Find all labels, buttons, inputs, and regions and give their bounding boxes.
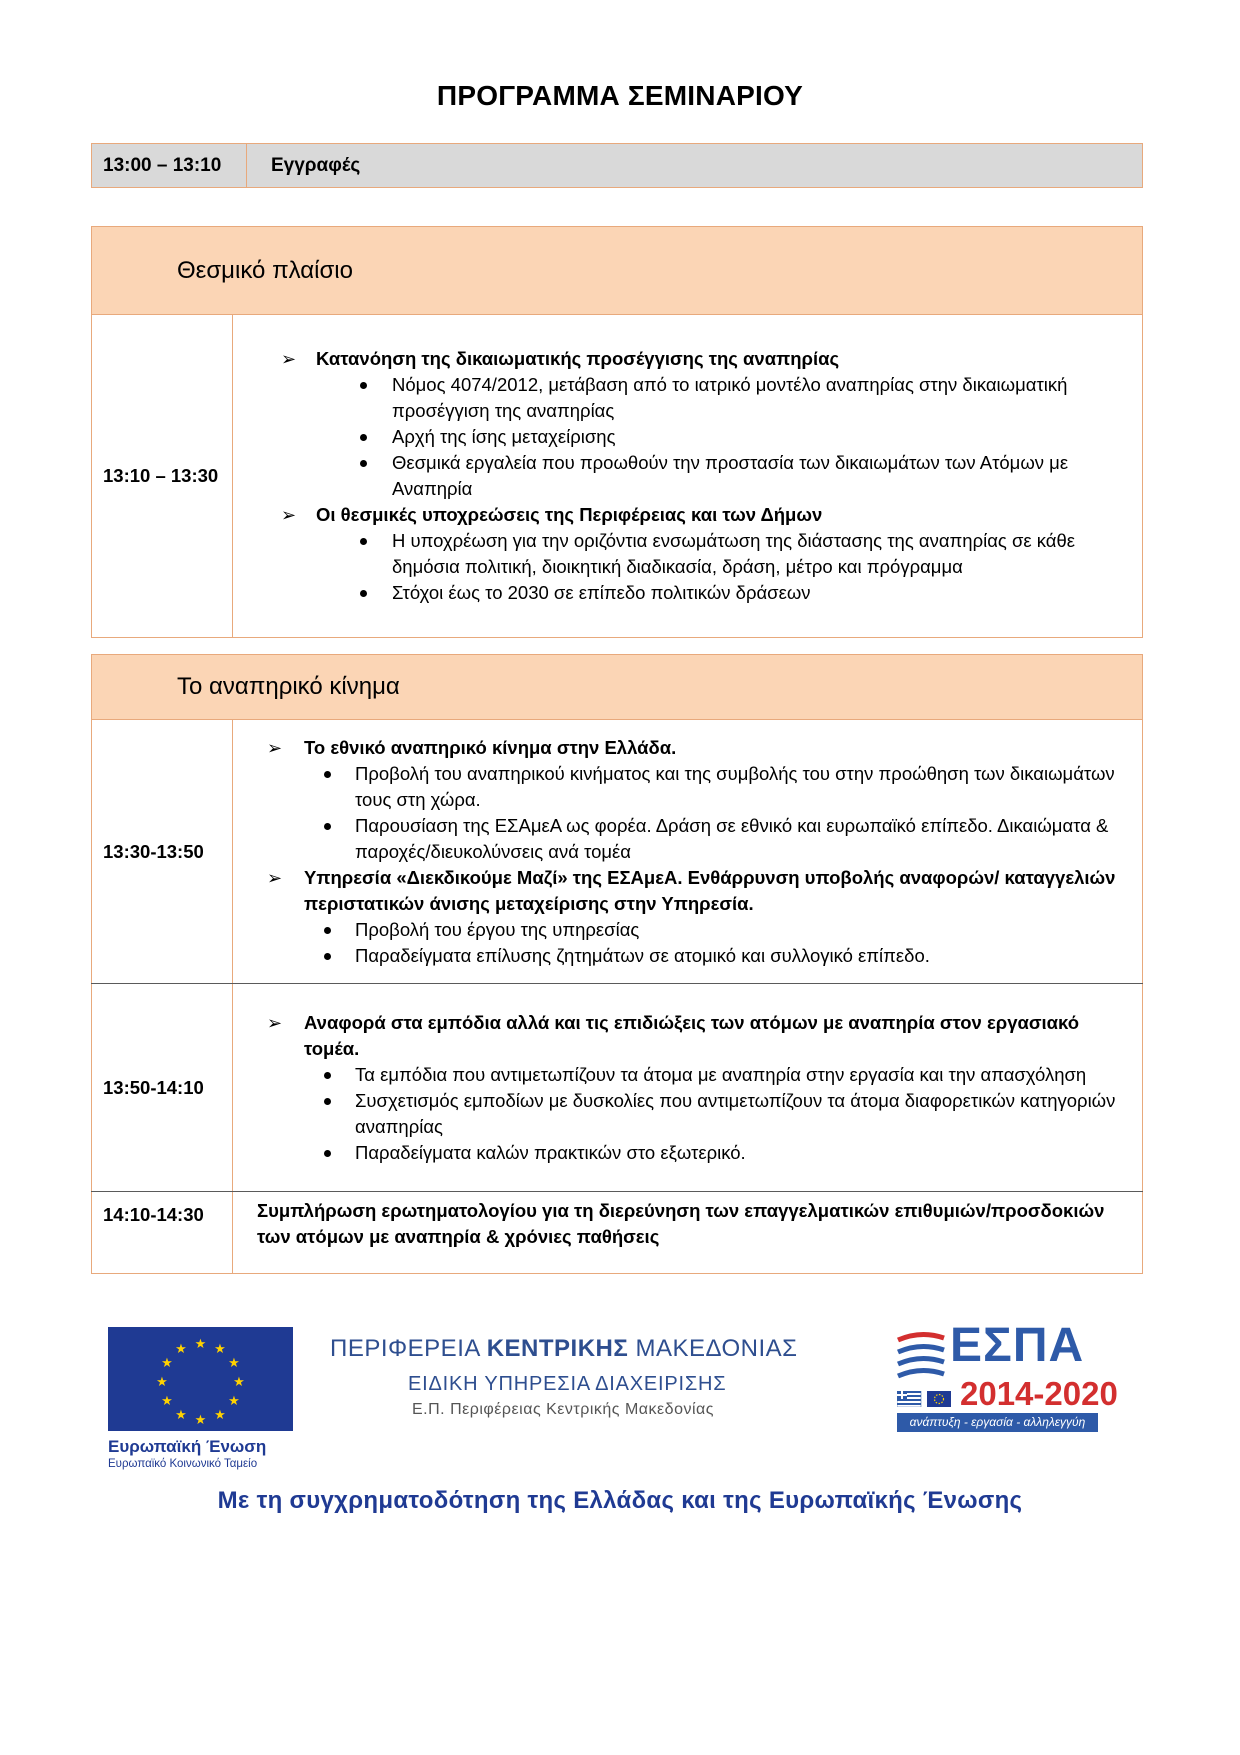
espa-years: 2014-2020 bbox=[960, 1375, 1118, 1412]
list-item: Στόχοι έως το 2030 σε επίπεδο πολιτικών δράσεων bbox=[233, 580, 1132, 606]
svg-text:★: ★ bbox=[194, 1337, 207, 1352]
eu-subcaption: Ευρωπαϊκό Κοινωνικό Ταμείο bbox=[108, 1458, 258, 1470]
espa-tagline: ανάπτυξη - εργασία - αλληλεγγύη bbox=[897, 1413, 1098, 1432]
section-heading: Το αναπηρικό κίνημα bbox=[92, 655, 1143, 720]
bullet-icon bbox=[324, 953, 331, 960]
bullet-icon bbox=[324, 771, 331, 778]
greece-eu-flags-icon bbox=[897, 1391, 957, 1407]
session-time: 13:30-13:50 bbox=[92, 720, 233, 984]
bullet-icon bbox=[360, 538, 367, 545]
bullet-icon bbox=[360, 590, 367, 597]
svg-text:★: ★ bbox=[194, 1413, 207, 1428]
bullet-list bbox=[233, 1062, 1132, 1166]
topic-heading: ➢ Οι θεσμικές υποχρεώσεις της Περιφέρειας και των Δήμων bbox=[233, 502, 1132, 528]
session-content bbox=[233, 1192, 1143, 1274]
topic-heading: ➢ Το εθνικό αναπηρικό κίνημα στην Ελλάδα. bbox=[233, 735, 1132, 761]
bullet-icon bbox=[360, 434, 367, 441]
bullet-icon bbox=[360, 460, 367, 467]
list-item: Προβολή του έργου της υπηρεσίας bbox=[233, 917, 1132, 943]
espa-stripes-icon bbox=[896, 1330, 946, 1380]
bullet-list bbox=[233, 372, 1132, 502]
svg-text:★: ★ bbox=[175, 1408, 187, 1423]
section-heading: Θεσμικό πλαίσιο bbox=[92, 227, 1143, 315]
topic-heading: ➢ Κατανόηση της δικαιωματικής προσέγγισης της αναπηρίας bbox=[233, 346, 1132, 372]
funding-statement: Με τη συγχρηματοδότηση της Ελλάδας και της Ευρωπαϊκής Ένωσης bbox=[217, 1487, 1023, 1514]
eu-stars-icon bbox=[108, 1327, 293, 1431]
registration-table bbox=[91, 143, 1143, 188]
svg-text:★: ★ bbox=[175, 1342, 187, 1357]
list-item: Αρχή της ίσης μεταχείρισης bbox=[233, 424, 1132, 450]
bullet-list bbox=[233, 528, 1132, 606]
bullet-icon bbox=[324, 1150, 331, 1157]
arrow-bullet-icon: ➢ bbox=[267, 1012, 283, 1033]
list-item: Προβολή του αναπηρικού κινήματος και της συμβολής του στην προώθηση των δικαιωμάτων τους στη χώρα. bbox=[233, 761, 1132, 813]
operational-programme: Ε.Π. Περιφέρειας Κεντρικής Μακεδονίας bbox=[412, 1401, 714, 1418]
svg-text:★: ★ bbox=[161, 1356, 173, 1371]
session-time: 14:10-14:30 bbox=[92, 1192, 233, 1274]
managing-authority: ΕΙΔΙΚΗ ΥΠΗΡΕΣΙΑ ΔΙΑΧΕΙΡΙΣΗΣ bbox=[408, 1373, 727, 1395]
section-institutional-framework bbox=[91, 226, 1143, 638]
topic-heading: ➢ Αναφορά στα εμπόδια αλλά και τις επιδιώξεις των ατόμων με αναπηρία στον εργασιακό τομέα. bbox=[267, 1011, 1080, 1059]
list-item: Παραδείγματα επίλυσης ζητημάτων σε ατομικό και συλλογικό επίπεδο. bbox=[233, 943, 1132, 969]
arrow-bullet-icon: ➢ bbox=[281, 505, 297, 525]
eu-caption: Ευρωπαϊκή Ένωση bbox=[108, 1437, 267, 1456]
bullet-icon bbox=[324, 1072, 331, 1079]
eu-flag-logo bbox=[108, 1327, 293, 1431]
list-item: Νόμος 4074/2012, μετάβαση από το ιατρικό μοντέλο αναπηρίας στην δικαιωματική προσέγγιση της αναπηρίας bbox=[233, 372, 1132, 424]
bullet-icon bbox=[324, 927, 331, 934]
list-item: Παρουσίαση της ΕΣΑμεΑ ως φορέα. Δράση σε εθνικό και ευρωπαϊκό επίπεδο. Δικαιώματα & παροχές/διευκολύνσεις ανά τομέα bbox=[233, 813, 1132, 865]
espa-logo-text: ΕΣΠΑ bbox=[950, 1319, 1085, 1372]
arrow-bullet-icon: ➢ bbox=[267, 737, 283, 758]
svg-text:★: ★ bbox=[228, 1394, 240, 1409]
svg-text:★: ★ bbox=[156, 1375, 168, 1390]
bullet-icon bbox=[324, 823, 331, 830]
bullet-icon bbox=[360, 382, 367, 389]
svg-text:★: ★ bbox=[214, 1342, 226, 1357]
svg-text:★: ★ bbox=[214, 1408, 226, 1423]
list-item: Παραδείγματα καλών πρακτικών στο εξωτερικό. bbox=[233, 1140, 1132, 1166]
arrow-bullet-icon: ➢ bbox=[281, 349, 297, 369]
topic-heading: ➢ Υπηρεσία «Διεκδικούμε Μαζί» της ΕΣΑμεΑ. Ενθάρρυνση υποβολής αναφορών/ καταγγελιών περιστατικών άνισης μεταχείρισης στην Υπηρεσία. bbox=[267, 866, 1116, 914]
session-time: 13:50-14:10 bbox=[92, 984, 233, 1192]
registration-time: 13:00 – 13:10 bbox=[92, 144, 247, 188]
svg-text:★: ★ bbox=[161, 1394, 173, 1409]
region-name: ΠΕΡΙΦΕΡΕΙΑ ΚΕΝΤΡΙΚΗΣ ΜΑΚΕΔΟΝΙΑΣ bbox=[330, 1335, 798, 1362]
registration-label: Εγγραφές bbox=[247, 144, 1143, 188]
svg-text:★: ★ bbox=[233, 1375, 245, 1390]
session-content bbox=[233, 315, 1143, 638]
bullet-icon bbox=[324, 1098, 331, 1105]
session-time: 13:10 – 13:30 bbox=[92, 315, 233, 638]
bullet-list bbox=[233, 761, 1132, 865]
list-item: Η υποχρέωση για την οριζόντια ενσωμάτωση της διάστασης της αναπηρίας σε κάθε δημόσια πολιτική, διοικητική διαδικασία, δράση, μέτρο και πρόγραμμα bbox=[233, 528, 1132, 580]
bullet-list bbox=[233, 917, 1132, 969]
list-item: Συσχετισμός εμποδίων με δυσκολίες που αντιμετωπίζουν τα άτομα διαφορετικών κατηγοριών αναπηρίας bbox=[233, 1088, 1132, 1140]
page-title: ΠΡΟΓΡΑΜΜΑ ΣΕΜΙΝΑΡΙΟΥ bbox=[436, 80, 804, 111]
session-content bbox=[233, 720, 1143, 984]
session-description: Συμπλήρωση ερωτηματολογίου για τη διερεύνηση των επαγγελματικών επιθυμιών/προσδοκιών των ατόμων με αναπηρία & χρόνιες παθήσεις bbox=[257, 1200, 1105, 1247]
section-disability-movement bbox=[91, 654, 1143, 1274]
list-item: Θεσμικά εργαλεία που προωθούν την προστασία των δικαιωμάτων των Ατόμων με Αναπηρία bbox=[233, 450, 1132, 502]
session-content bbox=[233, 984, 1143, 1192]
svg-text:★: ★ bbox=[228, 1356, 240, 1371]
arrow-bullet-icon: ➢ bbox=[267, 867, 283, 888]
list-item: Τα εμπόδια που αντιμετωπίζουν τα άτομα με αναπηρία στην εργασία και την απασχόληση bbox=[233, 1062, 1132, 1088]
